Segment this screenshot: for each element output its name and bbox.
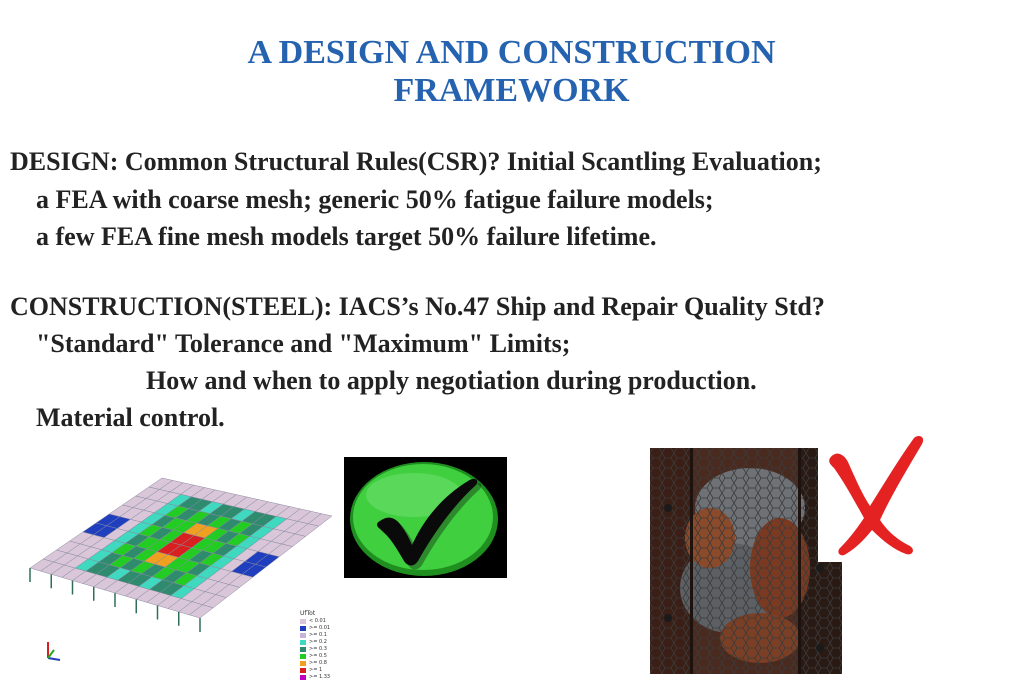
legend-swatch [300,668,306,673]
legend-entry [300,646,330,653]
legend-entry [300,639,330,646]
construction-line-3: How and when to apply negotiation during production. [146,366,757,395]
legend-swatch [300,633,306,638]
fea-legend [300,610,330,681]
rusted-steel-photo [650,448,842,674]
legend-entry [300,674,330,681]
construction-line-1: CONSTRUCTION(STEEL): IACS’s No.47 Ship and Repair Quality Std? [10,292,825,321]
red-x-icon [818,428,933,562]
title-line-2: FRAMEWORK [393,72,630,109]
red-x-icon-panel [818,428,933,562]
legend-swatch [300,640,306,645]
legend-entry [300,618,330,625]
legend-swatch [300,661,306,666]
legend-swatch [300,619,306,624]
legend-label: < 0.01 [309,618,326,624]
title-line-1: A DESIGN AND CONSTRUCTION [247,34,776,71]
legend-entry [300,632,330,639]
legend-swatch [300,647,306,652]
legend-label: >= 1 [309,667,323,673]
check-mark-icon-panel [344,457,507,578]
axes-triad-icon [44,640,62,662]
construction-line-2: "Standard" Tolerance and "Maximum" Limits; [36,329,571,358]
legend-entry [300,625,330,632]
check-mark-icon [344,457,507,578]
legend-entry [300,653,330,660]
design-line-2: a FEA with coarse mesh; generic 50% fatigue failure models; [36,185,714,214]
construction-line-4: Material control. [36,403,225,432]
legend-entry [300,667,330,674]
legend-label: >= 0.2 [309,639,327,645]
design-line-3: a few FEA fine mesh models target 50% failure lifetime. [36,222,657,251]
fea-mesh-model-image [22,468,340,678]
design-line-1: DESIGN: Common Structural Rules(CSR)? Initial Scantling Evaluation; [10,147,822,176]
legend-label: >= 0.3 [309,646,327,652]
legend-title: UfTot [300,610,316,617]
legend-label: >= 0.1 [309,632,327,638]
legend-swatch [300,654,306,659]
legend-label: >= 0.5 [309,653,327,659]
slide-title [0,34,1023,110]
legend-label: >= 0.8 [309,660,327,666]
legend-entry [300,660,330,667]
legend-swatch [300,626,306,631]
legend-label: >= 0.01 [309,625,331,631]
legend-swatch [300,675,306,680]
legend-label: >= 1.33 [309,674,331,680]
